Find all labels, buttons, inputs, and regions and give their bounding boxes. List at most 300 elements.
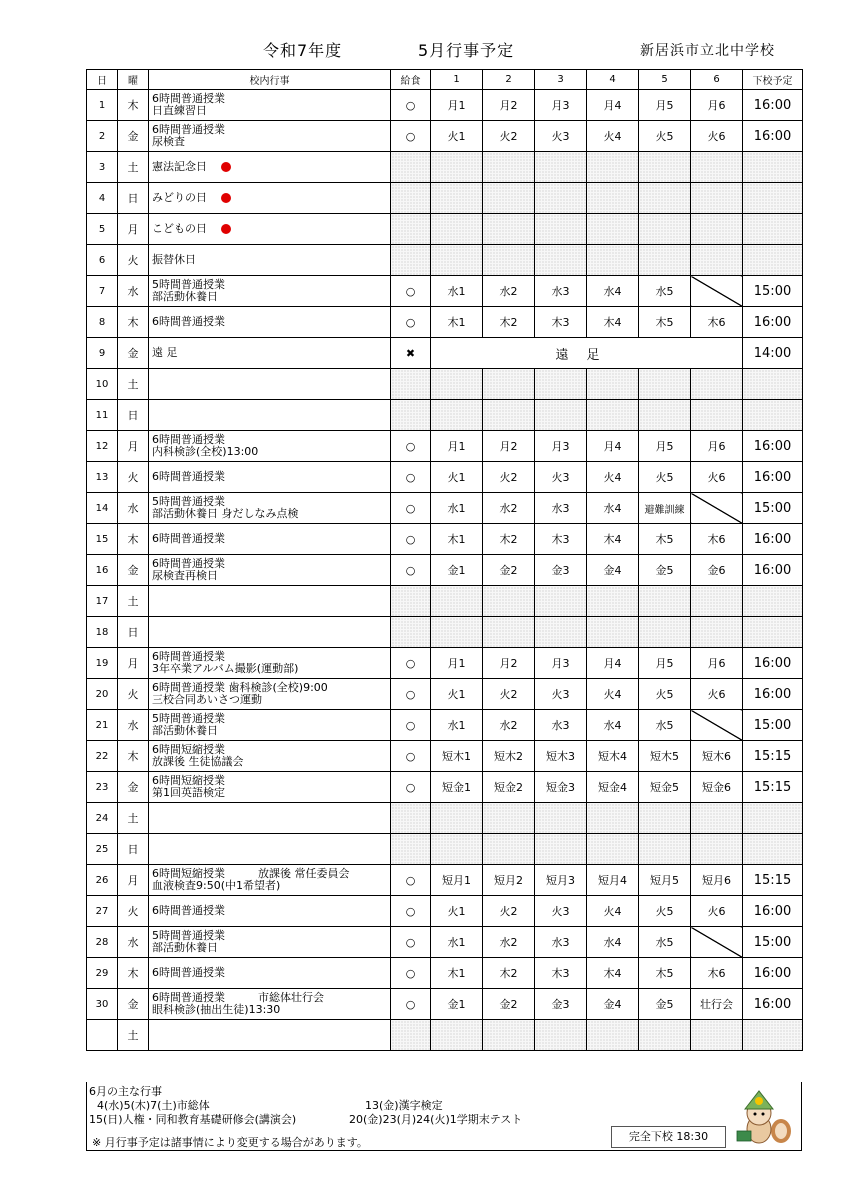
period-cell: 金3 bbox=[535, 989, 587, 1020]
event-line bbox=[152, 160, 390, 174]
event-line: 部活動休養日 bbox=[152, 724, 218, 737]
period-cell bbox=[535, 617, 587, 648]
table-row bbox=[87, 307, 803, 338]
lunch-cell bbox=[391, 152, 431, 183]
weekday-cell: 水 bbox=[118, 493, 149, 524]
no-class-slash bbox=[691, 276, 743, 307]
lunch-cell: ○ bbox=[391, 307, 431, 338]
period-cell: 金4 bbox=[587, 989, 639, 1020]
period-cell: 月6 bbox=[691, 648, 743, 679]
events-cell bbox=[149, 1020, 391, 1051]
period-cell: 月4 bbox=[587, 90, 639, 121]
period-cell bbox=[587, 245, 639, 276]
events-cell bbox=[149, 834, 391, 865]
lunch-cell bbox=[391, 183, 431, 214]
japan-flag-icon bbox=[215, 191, 237, 205]
period-cell: 木5 bbox=[639, 307, 691, 338]
table-row bbox=[87, 493, 803, 524]
dismissal-cell: 15:00 bbox=[743, 493, 803, 524]
lunch-cell bbox=[391, 586, 431, 617]
day-cell: 8 bbox=[87, 307, 118, 338]
period-cell bbox=[639, 183, 691, 214]
table-row bbox=[87, 741, 803, 772]
table-row bbox=[87, 152, 803, 183]
day-cell: 4 bbox=[87, 183, 118, 214]
school-name: 新居浜市立北中学校 bbox=[640, 43, 775, 59]
weekday-cell: 日 bbox=[118, 617, 149, 648]
period-cell bbox=[587, 834, 639, 865]
period-cell bbox=[535, 245, 587, 276]
period-cell: 木1 bbox=[431, 307, 483, 338]
period-cell: 短金4 bbox=[587, 772, 639, 803]
events-cell bbox=[149, 648, 391, 679]
period-cell: 水1 bbox=[431, 927, 483, 958]
lunch-cell: ○ bbox=[391, 648, 431, 679]
table-row bbox=[87, 865, 803, 896]
lunch-cell bbox=[391, 214, 431, 245]
events-cell bbox=[149, 524, 391, 555]
period-cell bbox=[587, 586, 639, 617]
june-event-line: 15(日)人権・同和教育基礎研修会(講演会) bbox=[89, 1113, 297, 1126]
period-cell bbox=[587, 369, 639, 400]
table-row bbox=[87, 555, 803, 586]
event-line bbox=[152, 316, 390, 328]
period-cell: 月4 bbox=[587, 431, 639, 462]
event-line: 血液検査9:50(中1希望者) bbox=[152, 879, 281, 892]
period-cell bbox=[639, 400, 691, 431]
dismissal-cell: 16:00 bbox=[743, 958, 803, 989]
period-cell: 火2 bbox=[483, 462, 535, 493]
events-cell bbox=[149, 927, 391, 958]
lunch-cell: ○ bbox=[391, 493, 431, 524]
period-cell: 短金1 bbox=[431, 772, 483, 803]
table-row bbox=[87, 648, 803, 679]
event-text: 6時間普通授業 市総体壮行会 bbox=[152, 991, 324, 1004]
events-cell bbox=[149, 462, 391, 493]
table-row bbox=[87, 338, 803, 369]
period-cell bbox=[483, 617, 535, 648]
weekday-cell: 土 bbox=[118, 152, 149, 183]
table-row bbox=[87, 834, 803, 865]
period-cell: 木6 bbox=[691, 524, 743, 555]
period-cell: 水1 bbox=[431, 276, 483, 307]
weekday-cell: 金 bbox=[118, 338, 149, 369]
period-cell: 水2 bbox=[483, 276, 535, 307]
events-cell bbox=[149, 741, 391, 772]
event-text: 6時間普通授業 bbox=[152, 966, 225, 979]
event-line bbox=[152, 191, 390, 205]
weekday-cell: 火 bbox=[118, 462, 149, 493]
day-cell: 13 bbox=[87, 462, 118, 493]
period-cell bbox=[431, 803, 483, 834]
period-cell: 金1 bbox=[431, 989, 483, 1020]
col-events: 校内行事 bbox=[149, 70, 391, 90]
period-cell: 金5 bbox=[639, 989, 691, 1020]
dismissal-cell: 16:00 bbox=[743, 524, 803, 555]
period-cell: 木1 bbox=[431, 524, 483, 555]
weekday-cell: 木 bbox=[118, 524, 149, 555]
period-cell: 短月4 bbox=[587, 865, 639, 896]
weekday-cell: 土 bbox=[118, 369, 149, 400]
day-cell: 28 bbox=[87, 927, 118, 958]
period-cell: 水4 bbox=[587, 927, 639, 958]
day-cell: 24 bbox=[87, 803, 118, 834]
day-cell: 23 bbox=[87, 772, 118, 803]
june-event-line: 20(金)23(月)24(火)1学期末テスト bbox=[349, 1113, 523, 1126]
col-day: 日 bbox=[87, 70, 118, 90]
event-text: 遠 足 bbox=[152, 346, 178, 359]
event-text: 6時間普通授業 bbox=[152, 904, 225, 917]
period-cell: 火1 bbox=[431, 121, 483, 152]
day-cell: 6 bbox=[87, 245, 118, 276]
period-cell bbox=[639, 617, 691, 648]
event-line bbox=[152, 347, 390, 359]
period-cell: 木6 bbox=[691, 958, 743, 989]
period-cell: 月6 bbox=[691, 90, 743, 121]
period-cell: 水2 bbox=[483, 710, 535, 741]
period-cell bbox=[639, 245, 691, 276]
event-line: 眼科検診(抽出生徒)13:30 bbox=[152, 1003, 281, 1016]
weekday-cell: 土 bbox=[118, 1020, 149, 1051]
events-cell bbox=[149, 307, 391, 338]
events-cell bbox=[149, 989, 391, 1020]
table-row bbox=[87, 121, 803, 152]
dismissal-cell: 15:15 bbox=[743, 865, 803, 896]
period-cell: 短月1 bbox=[431, 865, 483, 896]
events-cell bbox=[149, 121, 391, 152]
table-row bbox=[87, 989, 803, 1020]
period-cell: 水3 bbox=[535, 927, 587, 958]
col-period-2: 2 bbox=[483, 70, 535, 90]
dismissal-cell bbox=[743, 369, 803, 400]
weekday-cell: 金 bbox=[118, 772, 149, 803]
dismissal-cell: 16:00 bbox=[743, 307, 803, 338]
dismissal-cell: 15:00 bbox=[743, 927, 803, 958]
dismissal-cell bbox=[743, 400, 803, 431]
lunch-cell: ○ bbox=[391, 90, 431, 121]
outing-cell: 遠足 bbox=[431, 338, 743, 369]
day-cell: 20 bbox=[87, 679, 118, 710]
event-line: 三校合同あいさつ運動 bbox=[152, 693, 262, 706]
period-cell bbox=[535, 803, 587, 834]
weekday-cell: 金 bbox=[118, 121, 149, 152]
period-cell: 火1 bbox=[431, 462, 483, 493]
period-cell: 短木4 bbox=[587, 741, 639, 772]
table-row bbox=[87, 214, 803, 245]
weekday-cell: 木 bbox=[118, 90, 149, 121]
col-period-3: 3 bbox=[535, 70, 587, 90]
dismissal-cell bbox=[743, 183, 803, 214]
period-cell bbox=[691, 803, 743, 834]
day-cell: 7 bbox=[87, 276, 118, 307]
dismissal-cell: 15:00 bbox=[743, 276, 803, 307]
period-cell: 月1 bbox=[431, 90, 483, 121]
period-cell: 月3 bbox=[535, 90, 587, 121]
event-text: 振替休日 bbox=[152, 253, 196, 266]
event-text: 6時間普通授業 bbox=[152, 470, 225, 483]
day-cell: 11 bbox=[87, 400, 118, 431]
period-cell: 火3 bbox=[535, 896, 587, 927]
event-line: 尿検査 bbox=[152, 135, 185, 148]
period-cell: 短月6 bbox=[691, 865, 743, 896]
japan-flag-icon bbox=[215, 222, 237, 236]
table-row bbox=[87, 245, 803, 276]
period-cell: 金1 bbox=[431, 555, 483, 586]
weekday-cell: 水 bbox=[118, 710, 149, 741]
period-cell: 火1 bbox=[431, 896, 483, 927]
period-cell bbox=[535, 183, 587, 214]
period-cell bbox=[431, 617, 483, 648]
period-cell: 短木6 bbox=[691, 741, 743, 772]
lunch-cell bbox=[391, 400, 431, 431]
table-row bbox=[87, 369, 803, 400]
weekday-cell: 金 bbox=[118, 989, 149, 1020]
weekday-cell: 月 bbox=[118, 648, 149, 679]
lunch-cell bbox=[391, 369, 431, 400]
event-line: 部活動休養日 身だしなみ点検 bbox=[152, 507, 299, 520]
period-cell bbox=[483, 400, 535, 431]
period-cell: 月5 bbox=[639, 90, 691, 121]
lunch-cell: ○ bbox=[391, 710, 431, 741]
period-cell bbox=[431, 245, 483, 276]
period-cell: 火5 bbox=[639, 121, 691, 152]
events-cell bbox=[149, 493, 391, 524]
period-cell: 水5 bbox=[639, 927, 691, 958]
period-cell: 火6 bbox=[691, 462, 743, 493]
lunch-cell bbox=[391, 245, 431, 276]
period-cell bbox=[431, 369, 483, 400]
header-row bbox=[87, 70, 803, 90]
weekday-cell: 日 bbox=[118, 183, 149, 214]
day-cell: 22 bbox=[87, 741, 118, 772]
col-dismissal: 下校予定 bbox=[743, 70, 803, 90]
dismissal-cell bbox=[743, 245, 803, 276]
period-cell bbox=[587, 152, 639, 183]
period-cell bbox=[535, 369, 587, 400]
period-cell: 短木1 bbox=[431, 741, 483, 772]
june-events-title: 6月の主な行事 bbox=[89, 1085, 162, 1098]
day-cell: 1 bbox=[87, 90, 118, 121]
day-cell: 5 bbox=[87, 214, 118, 245]
period-cell: 月4 bbox=[587, 648, 639, 679]
period-cell: 金5 bbox=[639, 555, 691, 586]
period-cell: 木2 bbox=[483, 958, 535, 989]
table-row bbox=[87, 710, 803, 741]
event-text: 6時間普通授業 bbox=[152, 433, 225, 446]
period-cell bbox=[587, 803, 639, 834]
period-cell bbox=[691, 245, 743, 276]
period-cell: 火3 bbox=[535, 121, 587, 152]
school-mascot-icon bbox=[735, 1087, 795, 1147]
lunch-cell bbox=[391, 1020, 431, 1051]
table-row bbox=[87, 431, 803, 462]
period-cell: 火6 bbox=[691, 896, 743, 927]
complete-dismissal-box: 完全下校 18:30 bbox=[611, 1126, 726, 1148]
fiscal-year: 令和7年度 bbox=[263, 41, 343, 60]
lunch-cell: ○ bbox=[391, 865, 431, 896]
weekday-cell: 木 bbox=[118, 958, 149, 989]
period-cell bbox=[535, 400, 587, 431]
lunch-cell: ○ bbox=[391, 679, 431, 710]
lunch-cell: ○ bbox=[391, 121, 431, 152]
event-line bbox=[152, 905, 390, 917]
period-cell: 水1 bbox=[431, 710, 483, 741]
table-row bbox=[87, 803, 803, 834]
dismissal-cell: 15:00 bbox=[743, 710, 803, 741]
event-line: 内科検診(全校)13:00 bbox=[152, 445, 259, 458]
day-cell: 30 bbox=[87, 989, 118, 1020]
lunch-cell bbox=[391, 803, 431, 834]
events-cell bbox=[149, 183, 391, 214]
dismissal-cell bbox=[743, 1020, 803, 1051]
dismissal-cell bbox=[743, 152, 803, 183]
no-class-slash bbox=[691, 710, 743, 741]
period-cell: 金6 bbox=[691, 555, 743, 586]
period-cell bbox=[691, 586, 743, 617]
period-cell: 火3 bbox=[535, 679, 587, 710]
period-cell bbox=[587, 400, 639, 431]
table-row bbox=[87, 276, 803, 307]
table-row bbox=[87, 679, 803, 710]
period-cell bbox=[691, 834, 743, 865]
period-cell: 木2 bbox=[483, 307, 535, 338]
events-cell bbox=[149, 214, 391, 245]
dismissal-cell: 14:00 bbox=[743, 338, 803, 369]
event-line: 部活動休養日 bbox=[152, 941, 218, 954]
event-line: 部活動休養日 bbox=[152, 290, 218, 303]
events-cell bbox=[149, 431, 391, 462]
period-cell bbox=[431, 834, 483, 865]
lunch-cell bbox=[391, 617, 431, 648]
event-text: 6時間普通授業 bbox=[152, 92, 225, 105]
day-cell: 26 bbox=[87, 865, 118, 896]
period-cell: 火4 bbox=[587, 679, 639, 710]
col-weekday: 曜 bbox=[118, 70, 149, 90]
period-cell bbox=[691, 617, 743, 648]
events-cell bbox=[149, 245, 391, 276]
period-cell: 短月2 bbox=[483, 865, 535, 896]
period-cell: 木1 bbox=[431, 958, 483, 989]
weekday-cell: 木 bbox=[118, 741, 149, 772]
dismissal-cell: 16:00 bbox=[743, 121, 803, 152]
day-cell: 14 bbox=[87, 493, 118, 524]
period-cell: 水2 bbox=[483, 493, 535, 524]
period-cell bbox=[431, 586, 483, 617]
period-cell bbox=[639, 152, 691, 183]
event-text: 6時間普通授業 bbox=[152, 315, 225, 328]
events-cell bbox=[149, 400, 391, 431]
dismissal-cell: 16:00 bbox=[743, 896, 803, 927]
event-text: 憲法記念日 bbox=[152, 160, 207, 173]
lunch-cell: ○ bbox=[391, 524, 431, 555]
day-cell: 18 bbox=[87, 617, 118, 648]
dismissal-cell bbox=[743, 617, 803, 648]
table-row bbox=[87, 772, 803, 803]
period-cell: 金2 bbox=[483, 989, 535, 1020]
table-row bbox=[87, 183, 803, 214]
period-cell: 月2 bbox=[483, 648, 535, 679]
event-text: 5時間普通授業 bbox=[152, 929, 225, 942]
period-cell bbox=[483, 803, 535, 834]
period-cell bbox=[483, 1020, 535, 1051]
events-cell bbox=[149, 338, 391, 369]
period-cell: 火4 bbox=[587, 462, 639, 493]
change-notice: ※ 月行事予定は諸事情により変更する場合があります。 bbox=[92, 1136, 368, 1149]
lunch-cell: ○ bbox=[391, 958, 431, 989]
period-cell bbox=[587, 1020, 639, 1051]
period-cell: 火5 bbox=[639, 462, 691, 493]
period-cell: 火6 bbox=[691, 679, 743, 710]
table-row bbox=[87, 586, 803, 617]
events-cell bbox=[149, 772, 391, 803]
period-cell: 月6 bbox=[691, 431, 743, 462]
period-cell bbox=[587, 183, 639, 214]
period-cell: 短金5 bbox=[639, 772, 691, 803]
day-cell: 9 bbox=[87, 338, 118, 369]
footer-notes bbox=[86, 1082, 802, 1151]
event-line: 3年卒業アルバム撮影(運動部) bbox=[152, 662, 299, 675]
period-cell: 月2 bbox=[483, 90, 535, 121]
period-cell: 月2 bbox=[483, 431, 535, 462]
event-text: こどもの日 bbox=[152, 222, 207, 235]
period-cell bbox=[535, 214, 587, 245]
period-cell: 金4 bbox=[587, 555, 639, 586]
events-cell bbox=[149, 586, 391, 617]
dismissal-cell: 16:00 bbox=[743, 648, 803, 679]
period-cell bbox=[587, 617, 639, 648]
schedule-table bbox=[86, 69, 803, 1051]
weekday-cell: 火 bbox=[118, 896, 149, 927]
events-cell bbox=[149, 958, 391, 989]
page-title: 5月行事予定 bbox=[418, 41, 515, 60]
event-line bbox=[152, 967, 390, 979]
period-cell bbox=[483, 369, 535, 400]
table-row bbox=[87, 90, 803, 121]
period-cell: 短木2 bbox=[483, 741, 535, 772]
day-cell: 10 bbox=[87, 369, 118, 400]
event-text: 6時間普通授業 bbox=[152, 557, 225, 570]
period-cell: 金2 bbox=[483, 555, 535, 586]
event-text: 5時間普通授業 bbox=[152, 495, 225, 508]
period-cell bbox=[639, 834, 691, 865]
event-text: 6時間短縮授業 放課後 常任委員会 bbox=[152, 867, 350, 880]
period-cell bbox=[431, 214, 483, 245]
period-cell: 金3 bbox=[535, 555, 587, 586]
period-cell bbox=[691, 1020, 743, 1051]
lunch-cell: ○ bbox=[391, 462, 431, 493]
weekday-cell: 日 bbox=[118, 400, 149, 431]
events-cell bbox=[149, 803, 391, 834]
period-cell bbox=[691, 214, 743, 245]
period-cell: 短木3 bbox=[535, 741, 587, 772]
period-cell: 火2 bbox=[483, 896, 535, 927]
period-cell: 火2 bbox=[483, 679, 535, 710]
event-text: 5時間普通授業 bbox=[152, 712, 225, 725]
event-text: みどりの日 bbox=[152, 191, 207, 204]
period-cell: 木6 bbox=[691, 307, 743, 338]
event-line: 第1回英語検定 bbox=[152, 786, 225, 799]
weekday-cell: 日 bbox=[118, 834, 149, 865]
event-text: 5時間普通授業 bbox=[152, 278, 225, 291]
events-cell bbox=[149, 276, 391, 307]
dismissal-cell: 16:00 bbox=[743, 431, 803, 462]
period-cell: 木2 bbox=[483, 524, 535, 555]
weekday-cell: 月 bbox=[118, 214, 149, 245]
weekday-cell: 水 bbox=[118, 276, 149, 307]
event-line bbox=[152, 471, 390, 483]
dismissal-cell bbox=[743, 834, 803, 865]
period-cell bbox=[639, 1020, 691, 1051]
